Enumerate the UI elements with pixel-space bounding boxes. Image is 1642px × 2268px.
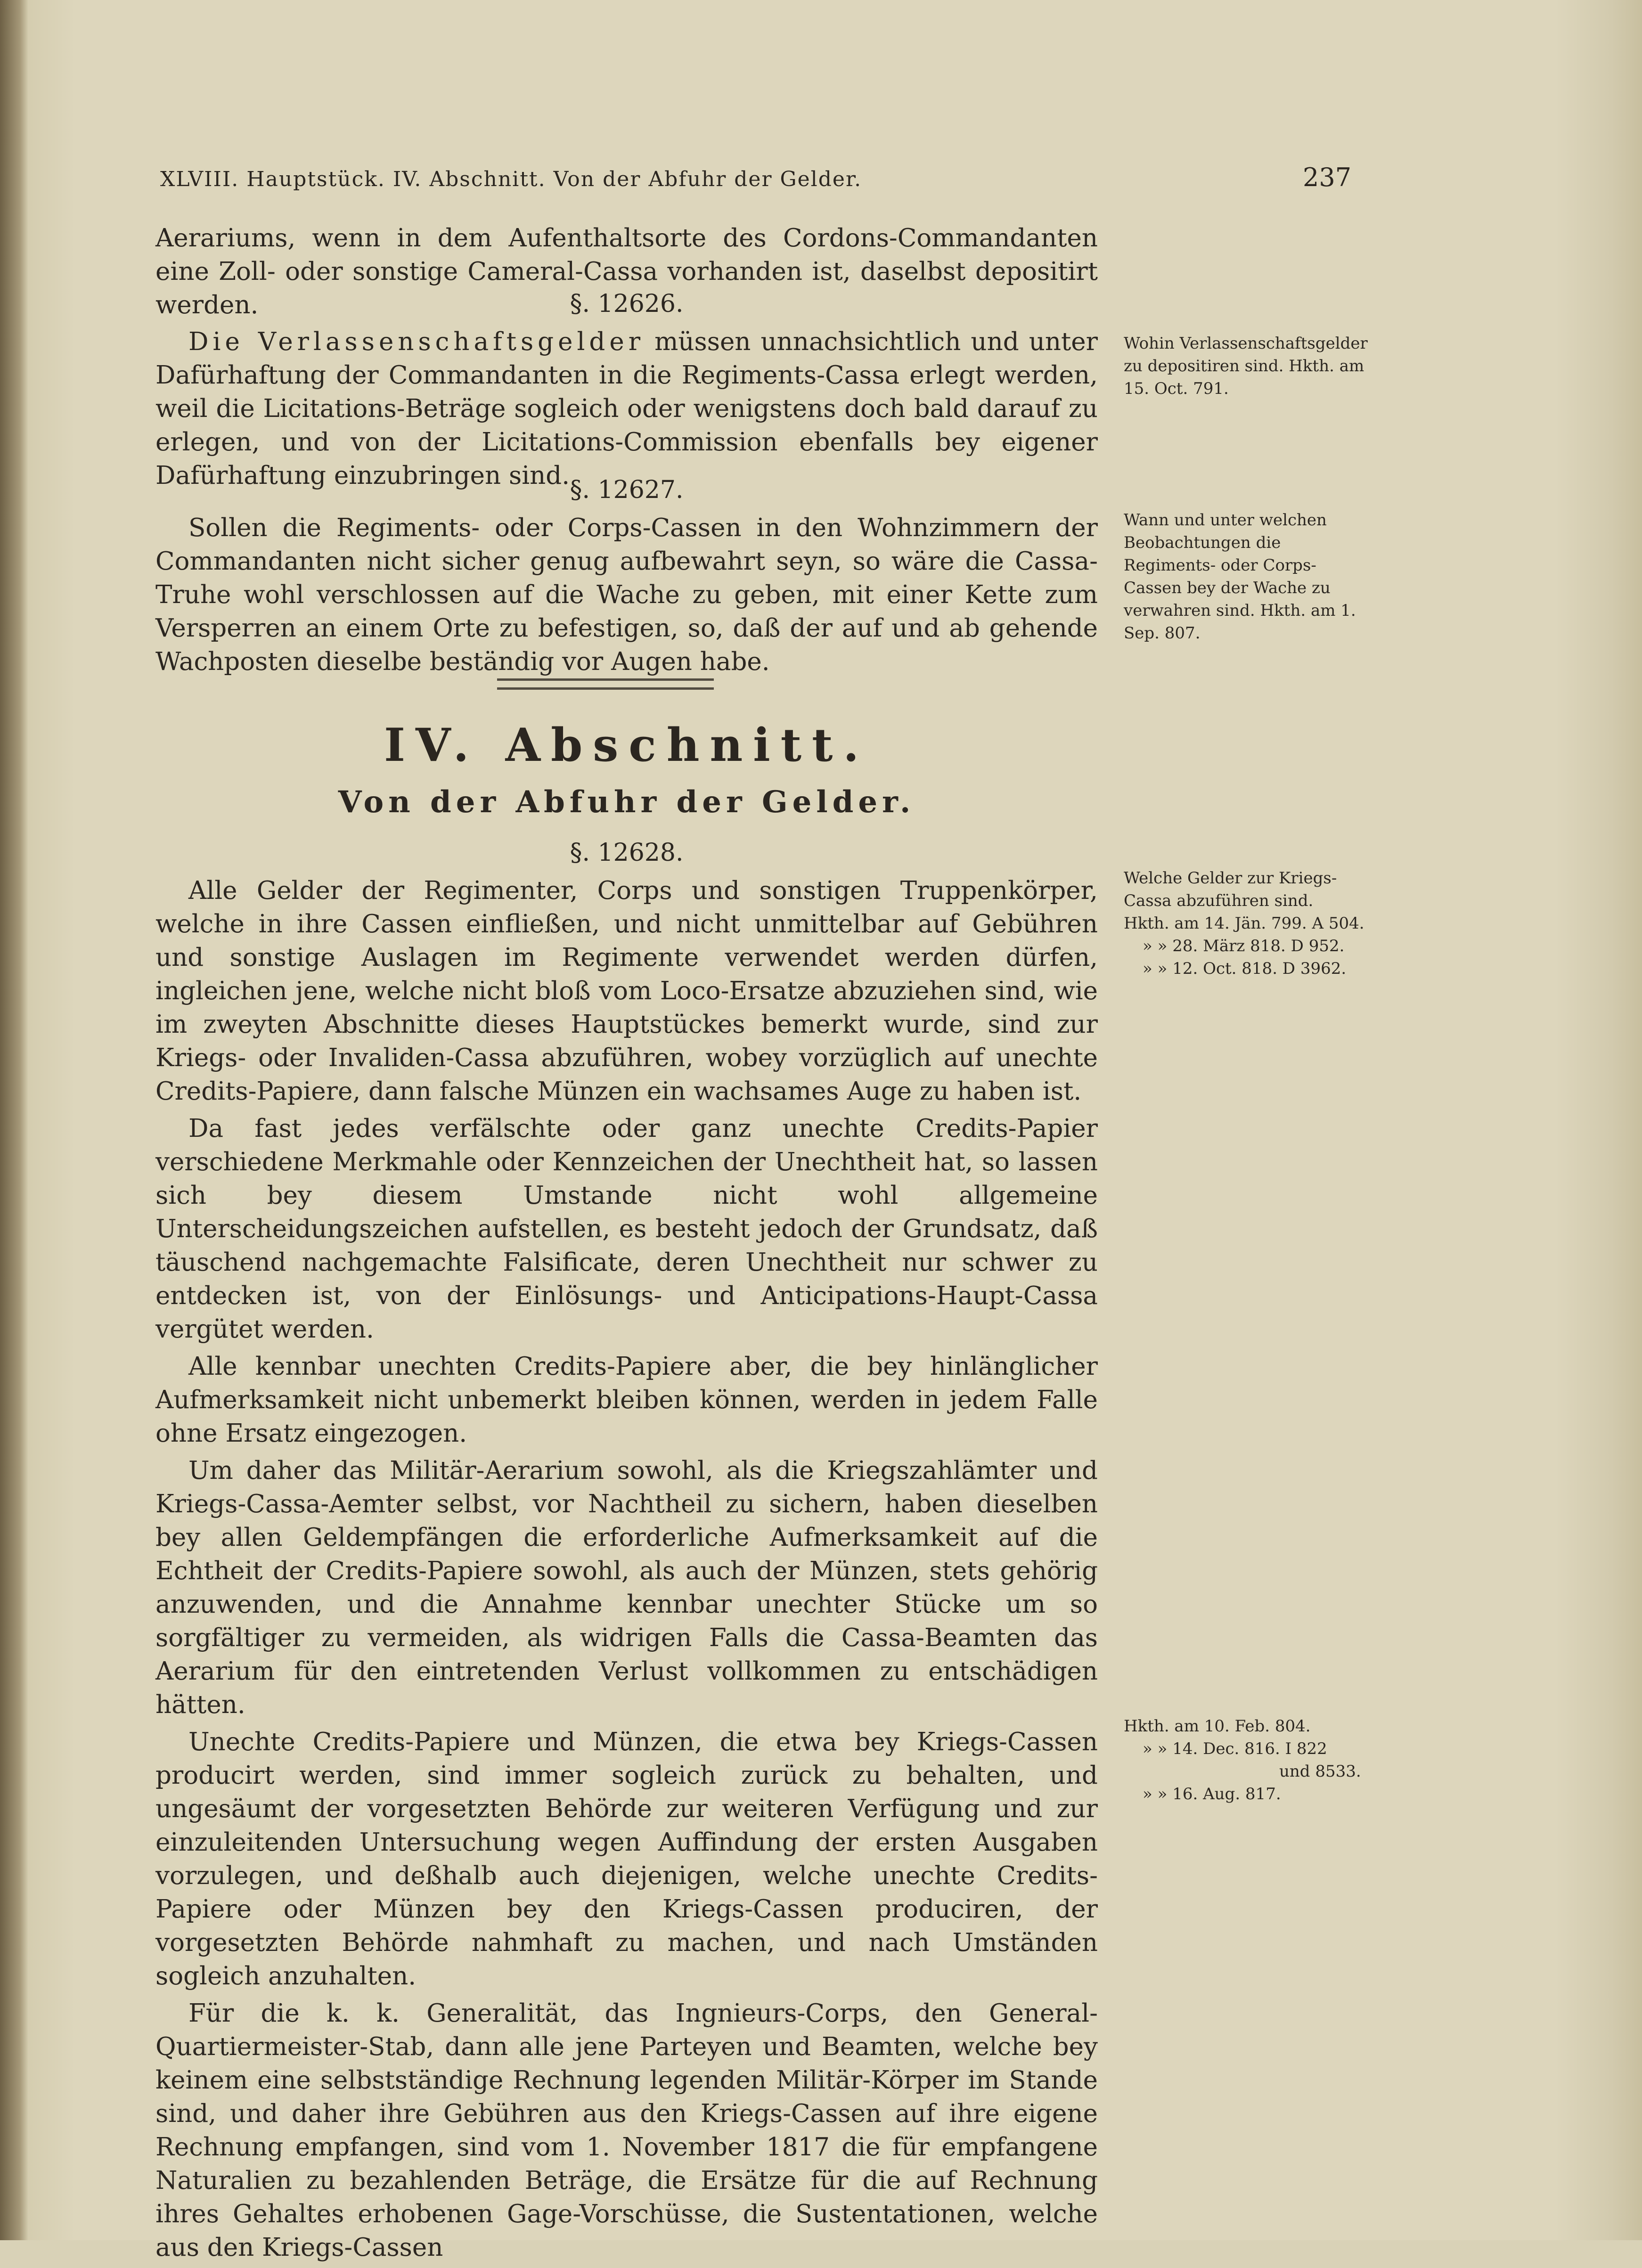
section-12628-body bbox=[155, 874, 1098, 2268]
section-12627-body bbox=[155, 511, 1098, 682]
paragraph-12627: Sollen die Regiments- oder Corps-Cassen in den Wohnzimmern der Commandanten nicht sicher genug aufbewahrt seyn, so wäre die Cassa-Truhe wohl verschlossen auf die Wache zu geben, mit einer Kette zum Versperren an einem Orte zu befestigen, so, daß der auf und ab gehende Wachposten dieselbe beständig vor Augen habe. bbox=[155, 514, 1098, 676]
ornamental-rule bbox=[497, 678, 714, 690]
section-subtitle: Von der Abfuhr der Gelder. bbox=[338, 784, 915, 820]
margin-note-12627: Wann und unter welchen Beobachtungen die Regiments- oder Corps-Cassen bey der Wache zu verwahren sind. Hkth. am 1. Sep. 807. bbox=[1124, 511, 1356, 643]
margin-note-12628-ref: Hkth. am 14. Jän. 799. A 504. bbox=[1124, 914, 1364, 933]
margin-note-ref: Hkth. am 10. Feb. 804. bbox=[1124, 1717, 1311, 1736]
margin-note-ref: » » 14. Dec. 816. I 822 bbox=[1143, 1739, 1327, 1758]
paragraph-12628-6: Für die k. k. Generalität, das Ingnieurs-Corps, den General-Quartiermeister-Stab, dann alle jene Parteyen und Beamten, welche bey keinem eine selbstständige Rechnung legenden Militär-Körper im Stande sind, und daher ihre Gebühren aus den Kriegs-Cassen auf ihre eigene Rechnung empfangen, sind vom 1. November 1817 die für empfangene Naturalien zu bezahlenden Beträge, die Ersätze für die auf Rechnung ihres Gehaltes erhobenen Gage-Vorschüsse, die Sustentationen, welche aus den Kriegs-Cassen bbox=[155, 1999, 1098, 2262]
paragraph-12628-3: Alle kennbar unechten Credits-Papiere aber, die bey hinlänglicher Aufmerksamkeit nicht unbemerkt bleiben können, werden in jedem Falle ohne Ersatz eingezogen. bbox=[155, 1352, 1098, 1448]
margin-note-12626: Wohin Verlassenschaftsgelder zu depositiren sind. Hkth. am 15. Oct. 791. bbox=[1124, 334, 1368, 398]
paragraph-12626-lead: Die Verlassenschaftsgelder bbox=[188, 327, 645, 356]
margin-note-ref: » » 16. Aug. 817. bbox=[1143, 1785, 1281, 1803]
page-number: 237 bbox=[1303, 163, 1352, 192]
section-12626-body bbox=[155, 325, 1098, 496]
section-title: IV. Abschnitt. bbox=[384, 718, 869, 772]
paragraph-12628-4: Um daher das Militär-Aerarium sowohl, als die Kriegszahlämter und Kriegs-Cassa-Aemter selbst, vor Nachtheil zu sichern, haben dieselben bey allen Geldempfängen die erforderliche Aufmerksamkeit auf die Echtheit der Credits-Papiere sowohl, als auch der Münzen, stets gehörig anzuwenden, und die Annahme kennbar unechter Stücke um so sorgfältiger zu vermeiden, als widrigen Falls die Cassa-Beamten das Aerarium für den eintretenden Verlust vollkommen zu entschädigen hätten. bbox=[155, 1456, 1098, 1719]
margin-note-generalitaet bbox=[1124, 1715, 1369, 1805]
paragraph-number-12628: §. 12628. bbox=[570, 839, 684, 867]
paragraph-12626-text: müssen unnachsichtlich und unter Dafürhaftung der Commandanten in die Regiments-Cassa erlegt werden, weil die Licitations-Beträge sogleich oder wenigstens doch bald darauf zu erlegen, und von der Licitations-Commission ebenfalls bey eigener Dafürhaftung einzubringen sind. bbox=[155, 327, 1098, 490]
paragraph-number-12627: §. 12627. bbox=[570, 476, 684, 504]
paragraph-12628-5: Unechte Credits-Papiere und Münzen, die etwa bey Kriegs-Cassen producirt werden, sind immer sogleich zurück zu behalten, und ungesäumt der vorgesetzten Behörde zur weiteren Verfügung und zur einzuleitenden Untersuchung wegen Auffindung der ersten Ausgaben vorzulegen, und deßhalb auch diejenigen, welche unechte Credits-Papiere oder Münzen bey den Kriegs-Cassen produciren, der vorgesetzten Behörde nahmhaft zu machen, und nach Umständen sogleich anzuhalten. bbox=[155, 1728, 1098, 1991]
margin-note-12628-ref: » » 12. Oct. 818. D 3962. bbox=[1143, 959, 1347, 978]
margin-note-ref: und 8533. bbox=[1279, 1762, 1361, 1781]
continuation-paragraph: Aerariums, wenn in dem Aufenthaltsorte des Cordons-Commandanten eine Zoll- oder sonstige Cameral-Cassa vorhanden ist, daselbst depositirt werden. bbox=[155, 224, 1098, 319]
paragraph-12628-2: Da fast jedes verfälschte oder ganz unechte Credits-Papier verschiedene Merkmahle oder Kennzeichen der Unechtheit hat, so lassen sich bey diesem Umstande nicht wohl allgemeine Unterscheidungszeichen aufstellen, es besteht jedoch der Grundsatz, daß täuschend nachgemachte Falsificate, deren Unechtheit nur schwer zu entdecken ist, von der Einlösungs- und Anticipations-Haupt-Cassa vergütet werden. bbox=[155, 1114, 1098, 1344]
running-header: XLVIII. Hauptstück. IV. Abschnitt. Von der Abfuhr der Gelder. bbox=[160, 167, 862, 191]
paragraph-number-12626: §. 12626. bbox=[570, 290, 684, 318]
paragraph-12628-1: Alle Gelder der Regimenter, Corps und sonstigen Truppenkörper, welche in ihre Cassen einfließen, und nicht unmittelbar auf Gebühren und sonstige Auslagen im Regimente verwendet werden dürfen, ingleichen jene, welche nicht bloß vom Loco-Ersatze abzuziehen sind, wie im zweyten Abschnitte dieses Hauptstückes bemerkt wurde, sind zur Kriegs- oder Invaliden-Cassa abzuführen, wobey vorzüglich auf unechte Credits-Papiere, dann falsche Münzen ein wachsames Auge zu haben ist. bbox=[155, 876, 1098, 1106]
margin-note-12628-title: Welche Gelder zur Kriegs-Cassa abzuführen sind. bbox=[1124, 869, 1337, 910]
margin-note-12628 bbox=[1124, 867, 1369, 980]
book-binding bbox=[0, 0, 28, 2240]
paragraph-12626 bbox=[155, 325, 1098, 492]
margin-note-12628-ref: » » 28. März 818. D 952. bbox=[1143, 937, 1345, 955]
